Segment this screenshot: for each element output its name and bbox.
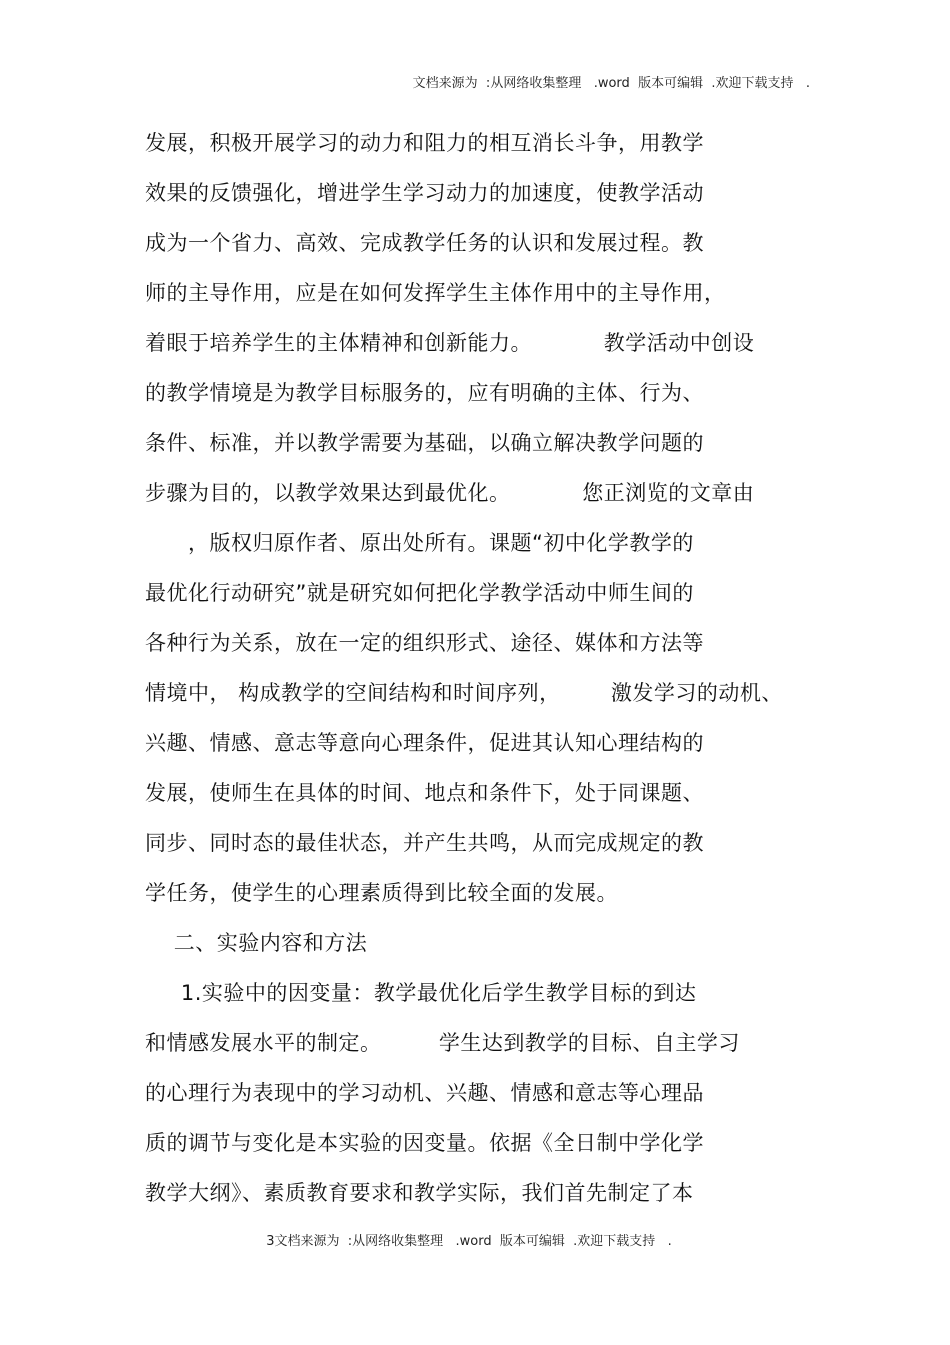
footer-text: 3文档来源为 :从网络收集整理 .word 版本可编辑 .欢迎下载支持 .: [266, 1234, 672, 1249]
text-line: 的心理行为表现中的学习动机、兴趣、情感和意志等心理品: [145, 1081, 704, 1105]
text-line: 情境中， 构成教学的空间结构和时间序列， 激发学习的动机、: [145, 681, 783, 705]
text-line: 效果的反馈强化，增进学生学习动力的加速度，使教学活动: [145, 181, 704, 205]
text-line: 着眼于培养学生的主体精神和创新能力。 教学活动中创设: [145, 331, 755, 355]
text-line: 的教学情境是为教学目标服务的，应有明确的主体、行为、: [145, 381, 704, 405]
body-text: [145, 118, 825, 1218]
text-line: 同步、同时态的最佳状态，并产生共鸣，从而完成规定的教: [145, 831, 704, 855]
text-line: 发展，使师生在具体的时间、地点和条件下，处于同课题、: [145, 781, 704, 805]
text-line: 和情感发展水平的制定。 学生达到教学的目标、自主学习: [145, 1031, 740, 1055]
text-line: 成为一个省力、高效、完成教学任务的认识和发展过程。教: [145, 231, 704, 255]
text-line: 教学大纲》、素质教育要求和教学实际，我们首先制定了本: [145, 1181, 694, 1205]
page-footer: [0, 1230, 950, 1249]
text-line: 学任务，使学生的心理素质得到比较全面的发展。: [145, 881, 618, 905]
text-line: 步骤为目的，以教学效果达到最优化。 您正浏览的文章由: [145, 481, 755, 505]
text-line: 1.实验中的因变量：教学最优化后学生教学目标的到达: [145, 981, 697, 1005]
text-line: 兴趣、情感、意志等意向心理条件，促进其认知心理结构的: [145, 731, 704, 755]
section-heading: 二、实验内容和方法: [145, 931, 368, 955]
text-line: 各种行为关系，放在一定的组织形式、途径、媒体和方法等: [145, 631, 704, 655]
text-line: 发展，积极开展学习的动力和阻力的相互消长斗争，用教学: [145, 131, 704, 155]
text-line: ，版权归原作者、原出处所有。课题“初中化学教学的: [145, 531, 694, 555]
text-line: 质的调节与变化是本实验的因变量。依据《全日制中学化学: [145, 1131, 704, 1155]
text-line: 条件、标准，并以教学需要为基础，以确立解决教学问题的: [145, 431, 704, 455]
page-header: 文档来源为 :从网络收集整理 .word 版本可编辑 .欢迎下载支持 .: [412, 76, 810, 91]
text-line: 最优化行动研究”就是研究如何把化学教学活动中师生间的: [145, 581, 694, 605]
text-line: 师的主导作用，应是在如何发挥学生主体作用中的主导作用，: [145, 281, 726, 305]
